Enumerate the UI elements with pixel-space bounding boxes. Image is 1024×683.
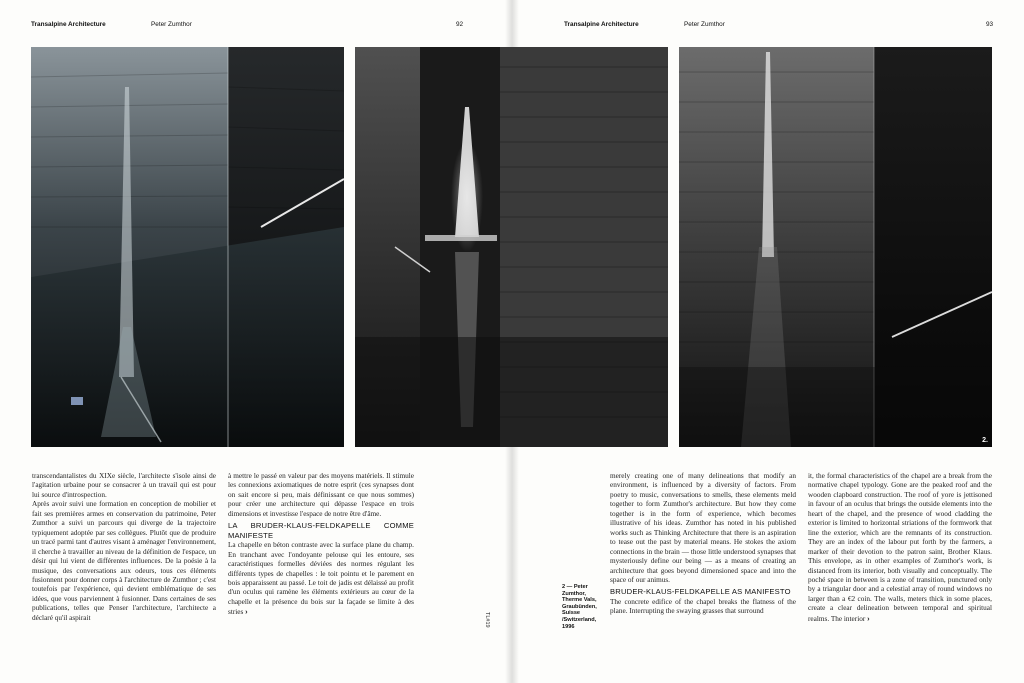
paragraph-text: La chapelle en béton contraste avec la surface plane du champ. En tranchant avec l'ondoyante pelouse qui les entoure, ses caractéristiques formelles déviées des normes régulant les différents types de chapelles : le toit pointu et le parement en bois apparaissent au passé. Le toit de jadis est délaissé au profit d'un oculus qui ramène les éléments extérieurs au cœur de la chapelle et la présence du bois sur la façade se limite à des stries: [228, 541, 414, 617]
caption-line: 2 — Peter: [562, 584, 588, 590]
photo-therme-vals-chamber: [679, 47, 992, 447]
caption-line: Graubünden,: [562, 603, 597, 610]
paragraph: The concrete edifice of the chapel breaks the flatness of the plane. Interrupting the swaying grasses that surround: [610, 597, 796, 616]
figure-number: 2.: [982, 437, 988, 444]
caption-line: /Switzerland,: [562, 616, 597, 623]
caption-line: 1996: [562, 623, 575, 630]
running-head-author-right: Peter Zumthor: [684, 21, 725, 28]
text-column-fr-2: [228, 472, 414, 672]
section-heading-fr: LA BRUDER-KLAUS-FELDKAPELLE COMME MANIFESTE: [228, 521, 414, 540]
page-number-right: 93: [986, 21, 994, 28]
caption-line: Therme Vals,: [562, 597, 597, 604]
caption-line: Zumthor,: [562, 590, 586, 597]
photo-therme-vals-passage: [355, 47, 668, 447]
text-column-en-2: [808, 472, 992, 672]
paragraph: à mettre le passé en valeur par des moyens matériels. Il stimule les connexions axiomatiques de notre esprit (ces synapses dont on sait encore si peu, mais définissant ce que nous sommes) pour créer une architecture qui dépasse l'espace en trois dimensions et investisse l'espace de notre être d'âme.: [228, 472, 414, 518]
running-head-author-left: Peter Zumthor: [151, 21, 192, 28]
paragraph: [228, 541, 414, 618]
text-column-en-1: [610, 472, 796, 672]
photo-therme-vals-corridor: [31, 47, 344, 447]
continue-arrow: ›: [245, 607, 248, 617]
folio-label: TL#19: [484, 612, 490, 628]
running-head-title-left: Transalpine Architecture: [31, 21, 106, 28]
caption-line: Suisse: [562, 610, 581, 617]
page-number-left: 92: [456, 21, 464, 28]
paragraph: merely creating one of many delineations that modify an environment, is influenced by a diversity of factors. From poetry to music, conversations to smells, these elements meld together to form Zumthor's architecture. But how they come together is in the form of experience, which becomes illustrative of his ideas. Zumthor has noted in his published works such as Thinking Architecture that there is an aspiration to tease out the past by material means. He stokes the axiom connections in the brain — those little understood synapses that mysteriously define our being — as a means of creating an architecture that goes beyond dimensioned space and into the space of our animus.: [610, 472, 796, 584]
paragraph: [808, 472, 992, 624]
continue-arrow: ›: [867, 613, 870, 623]
figure-caption: [562, 584, 602, 630]
text-column-fr-1: [32, 472, 216, 672]
paragraph: Après avoir suivi une formation en conception de mobilier et fait ses premières armes en conservation du patrimoine, Peter Zumthor a suivi un parcours qui diverge de la trajectoire typiquement adoptée par ses collègues. Plutôt que de produire un tracé parmi tant d'autres visant à aménager l'environnement, il cherche à travailler au niveau de la définition de l'espace, un désir qui lui vient de différentes influences. De la poésie à la musique, des conversations aux odeurs, tous ces éléments fusionnent pour donner corps à l'architecture de Zumthor ; c'est toutefois par l'expérience, qui devient emblématique de ses idées, que vous parviennent à fusionner. Dans certaines de ses publications, telles que Penser l'architecture, l'architecte a déclaré qu'il aspirait: [32, 500, 216, 622]
paragraph: transcendantalistes du XIXe siècle, l'architecte s'isole ainsi de l'agitation urbaine pour se consacrer à un travail qui est pour lui source d'introspection.: [32, 472, 216, 499]
section-heading-en: BRUDER-KLAUS-FELDKAPELLE AS MANIFESTO: [610, 587, 791, 597]
paragraph-text: it, the formal characteristics of the chapel are a break from the normative chapel typology. Gone are the peaked roof and the wooden clapboard construction. The roof of yore is jettisoned in favour of an oculus that brings the outside elements into the heart of the chapel, and the presence of wood cladding the exterior is limited to horizontal striations of the formwork that line the exterior, which are the remnants of its construction. They are an index of the labour put forth by the farmers, a marker of their devotion to the patron saint, Brother Klaus. This envelope, as in other examples of Zumthor's work, is distanced from its interior, both visually and conceptually. The poché space in between is a zone of transition, punctured only by a triangular door and a celestial array of round windows no larger than a €2 coin. The walls, meters thick in some places, create a clear delineation between temporal and spiritual realms. The interior: [808, 472, 992, 623]
running-head-title-right: Transalpine Architecture: [564, 21, 639, 28]
vertical-folio: [482, 612, 492, 652]
